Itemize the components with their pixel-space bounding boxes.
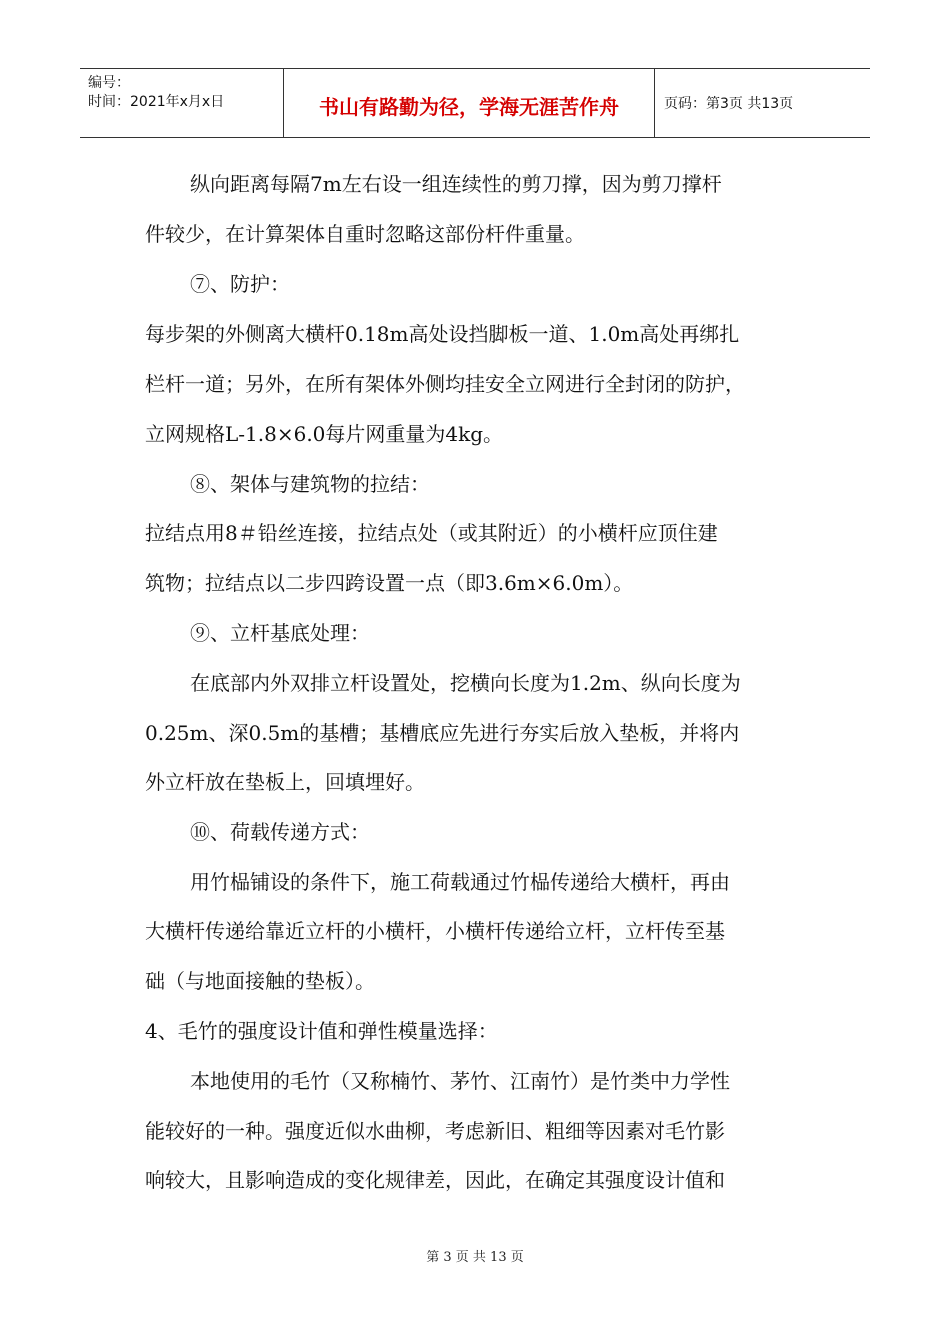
header-left-cell (80, 69, 283, 137)
section-heading: ⑩、荷载传递方式： (190, 820, 370, 844)
body-line: 础（与地面接触的垫板）。 (145, 969, 375, 993)
body-line: 在底部内外双排立杆设置处，挖横向长度为1.2m、纵向长度为 (190, 671, 741, 695)
header-motto: 书山有路勤为径，学海无涯苦作舟 (319, 95, 619, 119)
body-line: 立网规格L-1.8×6.0每片网重量为4kg。 (145, 422, 504, 446)
header-right-cell (654, 69, 870, 137)
header-center-cell (283, 69, 655, 137)
body-line: 本地使用的毛竹（又称楠竹、茅竹、江南竹）是竹类中力学性 (190, 1069, 730, 1093)
body-line: 能较好的一种。强度近似水曲柳，考虑新旧、粗细等因素对毛竹影 (145, 1119, 725, 1143)
page-footer: 第 3 页 共 13 页 (426, 1250, 524, 1265)
body-line: 拉结点用8＃铅丝连接，拉结点处（或其附近）的小横杆应顶住建 (145, 521, 718, 545)
document-header (80, 68, 870, 138)
page-info: 页码：第3页 共13页 (664, 96, 794, 112)
section-heading: 4、毛竹的强度设计值和弹性模量选择： (145, 1019, 498, 1043)
body-line: 0.25m、深0.5m的基槽；基槽底应先进行夯实后放入垫板，并将内 (145, 721, 740, 745)
section-heading: ⑧、架体与建筑物的拉结： (190, 472, 430, 496)
code-label: 编号： (88, 75, 130, 91)
section-heading: ⑦、防护： (190, 272, 290, 296)
body-line: 大横杆传递给靠近立杆的小横杆，小横杆传递给立杆，立杆传至基 (145, 919, 725, 943)
body-line: 外立杆放在垫板上，回填埋好。 (145, 770, 425, 794)
body-line: 件较少，在计算架体自重时忽略这部份杆件重量。 (145, 222, 585, 246)
section-heading: ⑨、立杆基底处理： (190, 621, 370, 645)
body-line: 筑物；拉结点以二步四跨设置一点（即3.6m×6.0m）。 (145, 571, 634, 595)
body-line: 栏杆一道；另外，在所有架体外侧均挂安全立网进行全封闭的防护， (145, 372, 745, 396)
time-label: 时间：2021年x月x日 (88, 94, 225, 110)
body-line: 响较大，且影响造成的变化规律差，因此，在确定其强度设计值和 (145, 1168, 725, 1192)
body-line: 每步架的外侧离大横杆0.18m高处设挡脚板一道、1.0m高处再绑扎 (145, 322, 740, 346)
body-line: 纵向距离每隔7m左右设一组连续性的剪刀撑，因为剪刀撑杆 (190, 172, 722, 196)
body-line: 用竹榀铺设的条件下，施工荷载通过竹榀传递给大横杆，再由 (190, 870, 730, 894)
